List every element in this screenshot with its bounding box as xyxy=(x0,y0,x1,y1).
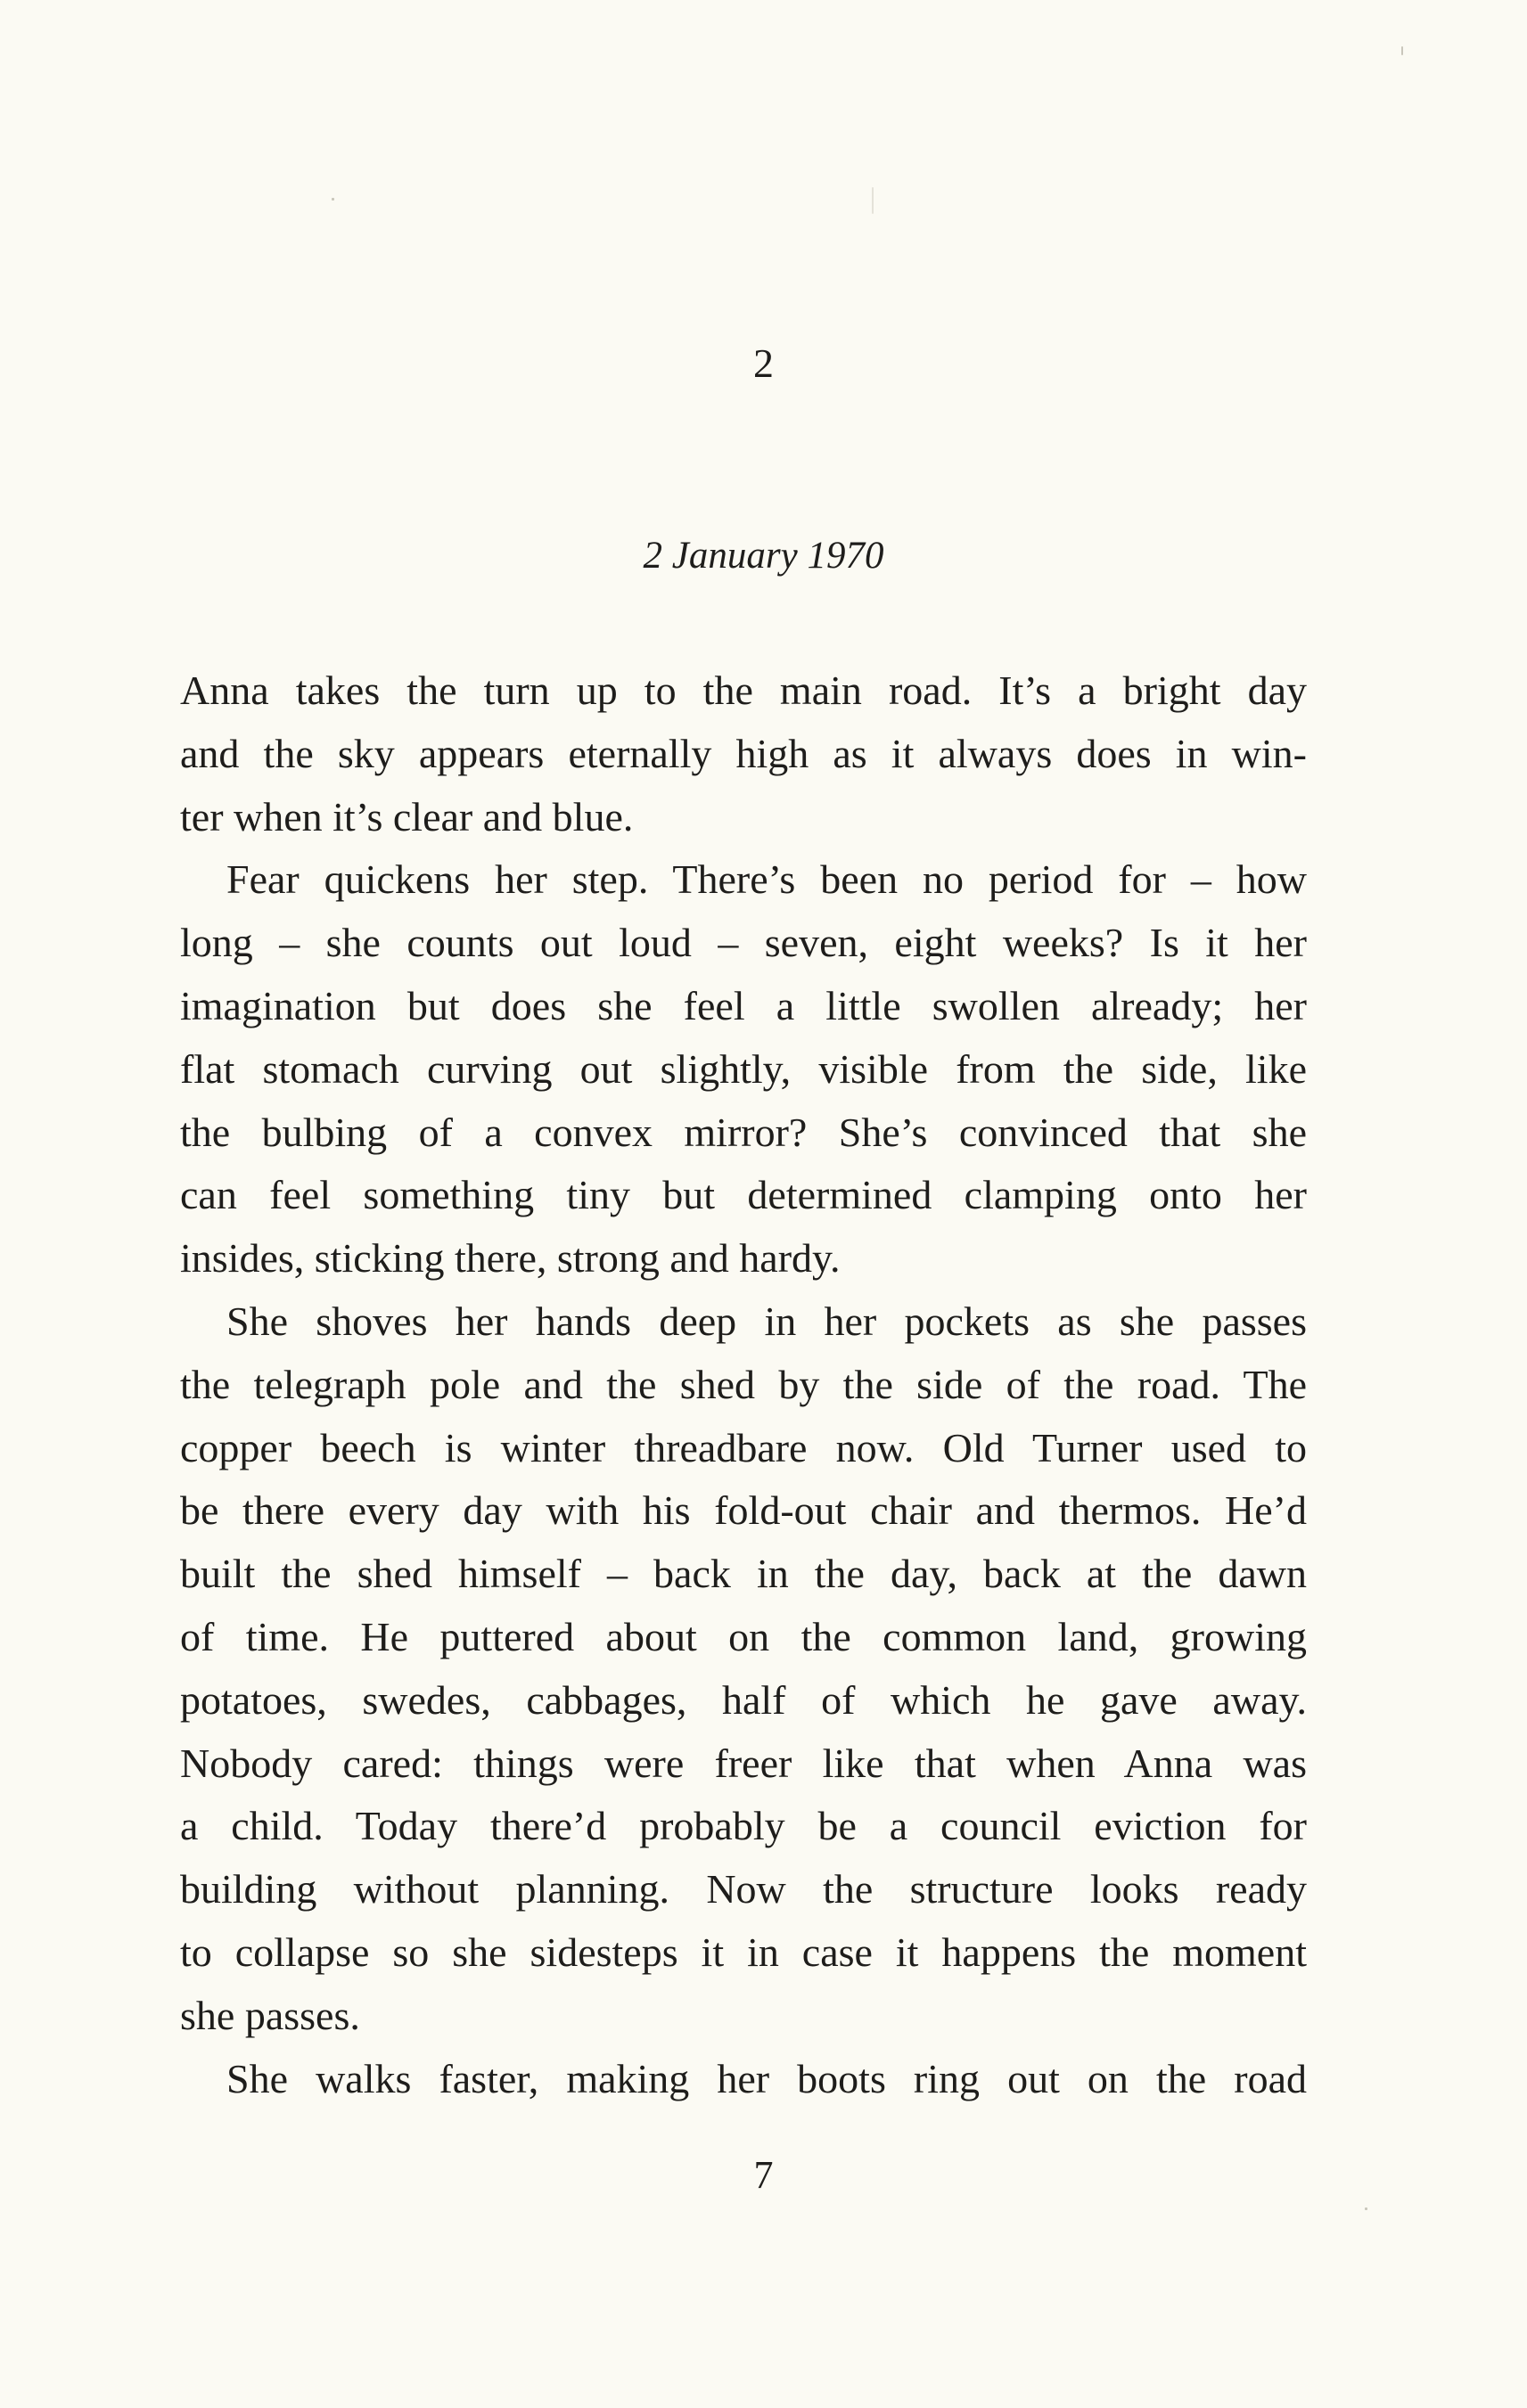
scan-speck xyxy=(872,187,874,214)
text-line: building without planning. Now the structure looks ready xyxy=(180,1866,1307,1912)
text-line: flat stomach curving out slightly, visible from the side, like xyxy=(180,1045,1307,1092)
text-line: the bulbing of a convex mirror? She’s convinced that she xyxy=(180,1109,1307,1155)
text-line: Fear quickens her step. There’s been no period for – how xyxy=(226,856,1307,903)
page-number: 7 xyxy=(753,2153,774,2197)
chapter-date: 2 January 1970 xyxy=(643,535,884,577)
text-line: insides, sticking there, strong and hardy. xyxy=(180,1235,841,1282)
text-line: copper beech is winter threadbare now. Old Turner used to xyxy=(180,1424,1307,1470)
text-line: be there every day with his fold-out chair and thermos. He’d xyxy=(180,1487,1307,1534)
text-line: Anna takes the turn up to the main road. It’s a bright day xyxy=(180,668,1307,713)
scan-speck xyxy=(1401,46,1403,55)
text-line: She shoves her hands deep in her pockets as she passes xyxy=(226,1298,1307,1344)
text-line: long – she counts out loud – seven, eight weeks? Is it her xyxy=(180,920,1307,966)
text-line: built the shed himself – back in the day, back at the dawn xyxy=(180,1551,1307,1597)
text-line: Nobody cared: things were freer like that when Anna was xyxy=(180,1740,1307,1786)
text-line: imagination but does she feel a little swollen already; her xyxy=(180,982,1307,1028)
text-line: ter when it’s clear and blue. xyxy=(180,793,634,840)
text-line: the telegraph pole and the shed by the side of the road. The xyxy=(180,1361,1307,1407)
text-line: she passes. xyxy=(180,1992,360,2038)
text-line: of time. He puttered about on the common land, growing xyxy=(180,1613,1307,1659)
scan-speck xyxy=(332,198,334,201)
body-text xyxy=(180,659,1307,2110)
text-line: a child. Today there’d probably be a council eviction for xyxy=(180,1803,1307,1849)
text-line: She walks faster, making her boots ring out on the road xyxy=(226,2055,1307,2101)
chapter-number: 2 xyxy=(753,340,774,386)
text-line: and the sky appears eternally high as it always does in win- xyxy=(180,730,1307,776)
text-line: potatoes, swedes, cabbages, half of which he gave away. xyxy=(180,1676,1307,1723)
text-line: to collapse so she sidesteps it in case it happens the moment xyxy=(180,1929,1307,1975)
scan-speck xyxy=(1365,2207,1367,2210)
text-line: can feel something tiny but determined clamping onto her xyxy=(180,1172,1307,1218)
